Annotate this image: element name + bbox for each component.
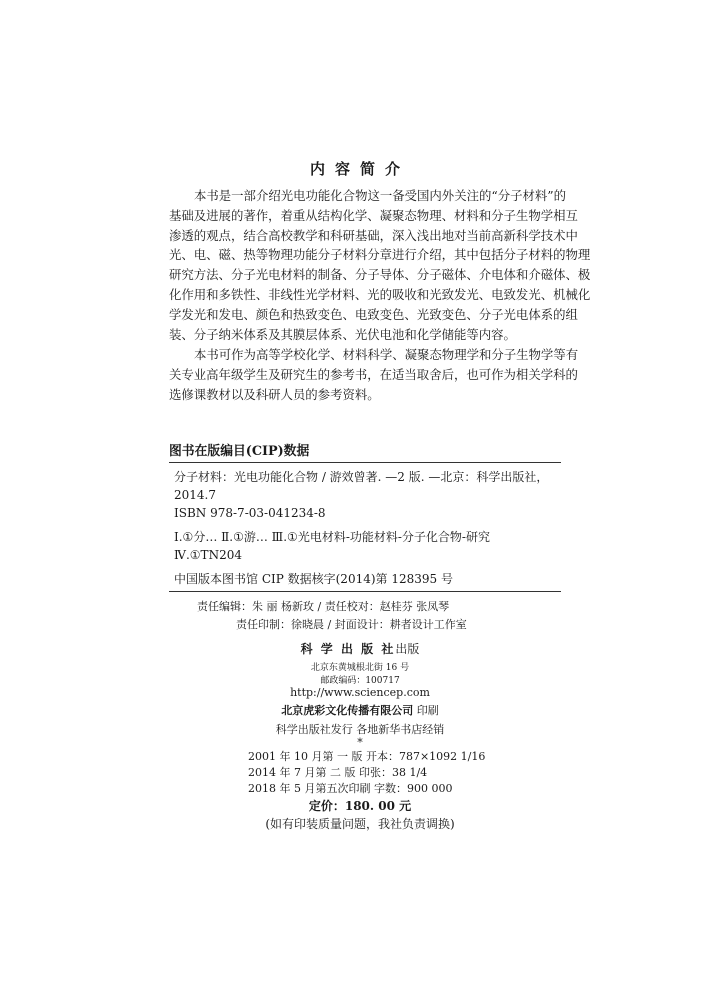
edition-line-1: 2001 年 10 月第 一 版 开本：787×1092 1/16: [248, 750, 486, 763]
production-credits: 责任印制：徐晓晨 / 封面设计：耕者设计工作室: [236, 618, 467, 631]
quality-note: (如有印装质量问题，我社负责调换): [265, 817, 455, 831]
text-line: 本书是一部介绍光电功能化合物这一备受国内外关注的“分子材料”的: [194, 188, 566, 203]
printer: [0, 702, 720, 718]
isbn: ISBN 978-7-03-041234-8: [174, 506, 326, 520]
text-line: 光、电、磁、热等物理功能分子材料分章进行介绍，其中包括分子材料的物理: [169, 247, 591, 263]
text-line: 化作用和多铁性、非线性光学材料、光的吸收和光致发光、电致发光、机械化: [169, 286, 591, 302]
separator-star: *: [357, 736, 363, 749]
cip-date: 2014.7: [174, 488, 216, 502]
text-line: 选修课教材以及科研人员的参考资料。: [169, 386, 380, 402]
publisher-address: 北京东黄城根北街 16 号: [310, 663, 410, 673]
printer-suffix: 印刷: [416, 704, 439, 717]
text-line: 学发光和发电、颜色和热致变色、电致变色、光致变色、分子光电体系的组: [169, 306, 578, 322]
postcode: 邮政编码：100717: [320, 676, 400, 686]
price: 定价：180. 00 元: [308, 799, 412, 813]
publisher-name: 科 学 出 版 社: [300, 642, 396, 656]
page-title: 内容简介: [309, 160, 410, 178]
publisher: [0, 640, 720, 657]
text-line: 研究方法、分子光电材料的制备、分子导体、分子磁体、介电体和介磁体、极: [169, 267, 591, 283]
website-url: http://www.sciencep.com: [290, 686, 430, 699]
cip-classification-code: Ⅳ.①TN204: [174, 548, 242, 562]
distribution: 科学出版社发行 各地新华书店经销: [275, 723, 445, 736]
publisher-suffix: 出版: [395, 642, 420, 656]
edition-line-3: 2018 年 5 月第五次印刷 字数：900 000: [248, 782, 453, 795]
text-line: 基础及进展的著作，着重从结构化学、凝聚态物理、材料和分子生物学相互: [169, 207, 578, 223]
text-line: 装、分子纳米体系及其膜层体系、光伏电池和化学储能等内容。: [169, 326, 516, 342]
text-line: 关专业高年级学生及研究生的参考书，在适当取舍后，也可作为相关学科的: [169, 366, 578, 382]
text-line: 渗透的观点，结合高校教学和科研基础，深入浅出地对当前高新科学技术中: [169, 227, 578, 243]
summary-paragraph-1: [169, 186, 591, 344]
summary-paragraph-2: [169, 345, 579, 404]
cip-verification: 中国版本图书馆 CIP 数据核字(2014)第 128395 号: [174, 572, 453, 586]
text-line: 本书可作为高等学校化学、材料科学、凝聚态物理学和分子生物学等有: [194, 347, 579, 362]
cip-heading: 图书在版编目(CIP)数据: [169, 444, 310, 459]
printer-name: 北京虎彩文化传播有限公司: [281, 704, 414, 717]
divider: [169, 462, 561, 463]
editor-credits: 责任编辑：朱 丽 杨新玫 / 责任校对：赵桂芬 张凤琴: [197, 600, 450, 613]
edition-line-2: 2014 年 7 月第 二 版 印张：38 1/4: [248, 766, 428, 779]
cip-classification: Ⅰ.①分… Ⅱ.①游… Ⅲ.①光电材料-功能材料-分子化合物-研究: [174, 530, 490, 544]
divider: [169, 591, 561, 592]
cip-bibliographic-line: 分子材料：光电功能化合物 / 游效曾著. —2 版. —北京：科学出版社，: [174, 470, 549, 484]
